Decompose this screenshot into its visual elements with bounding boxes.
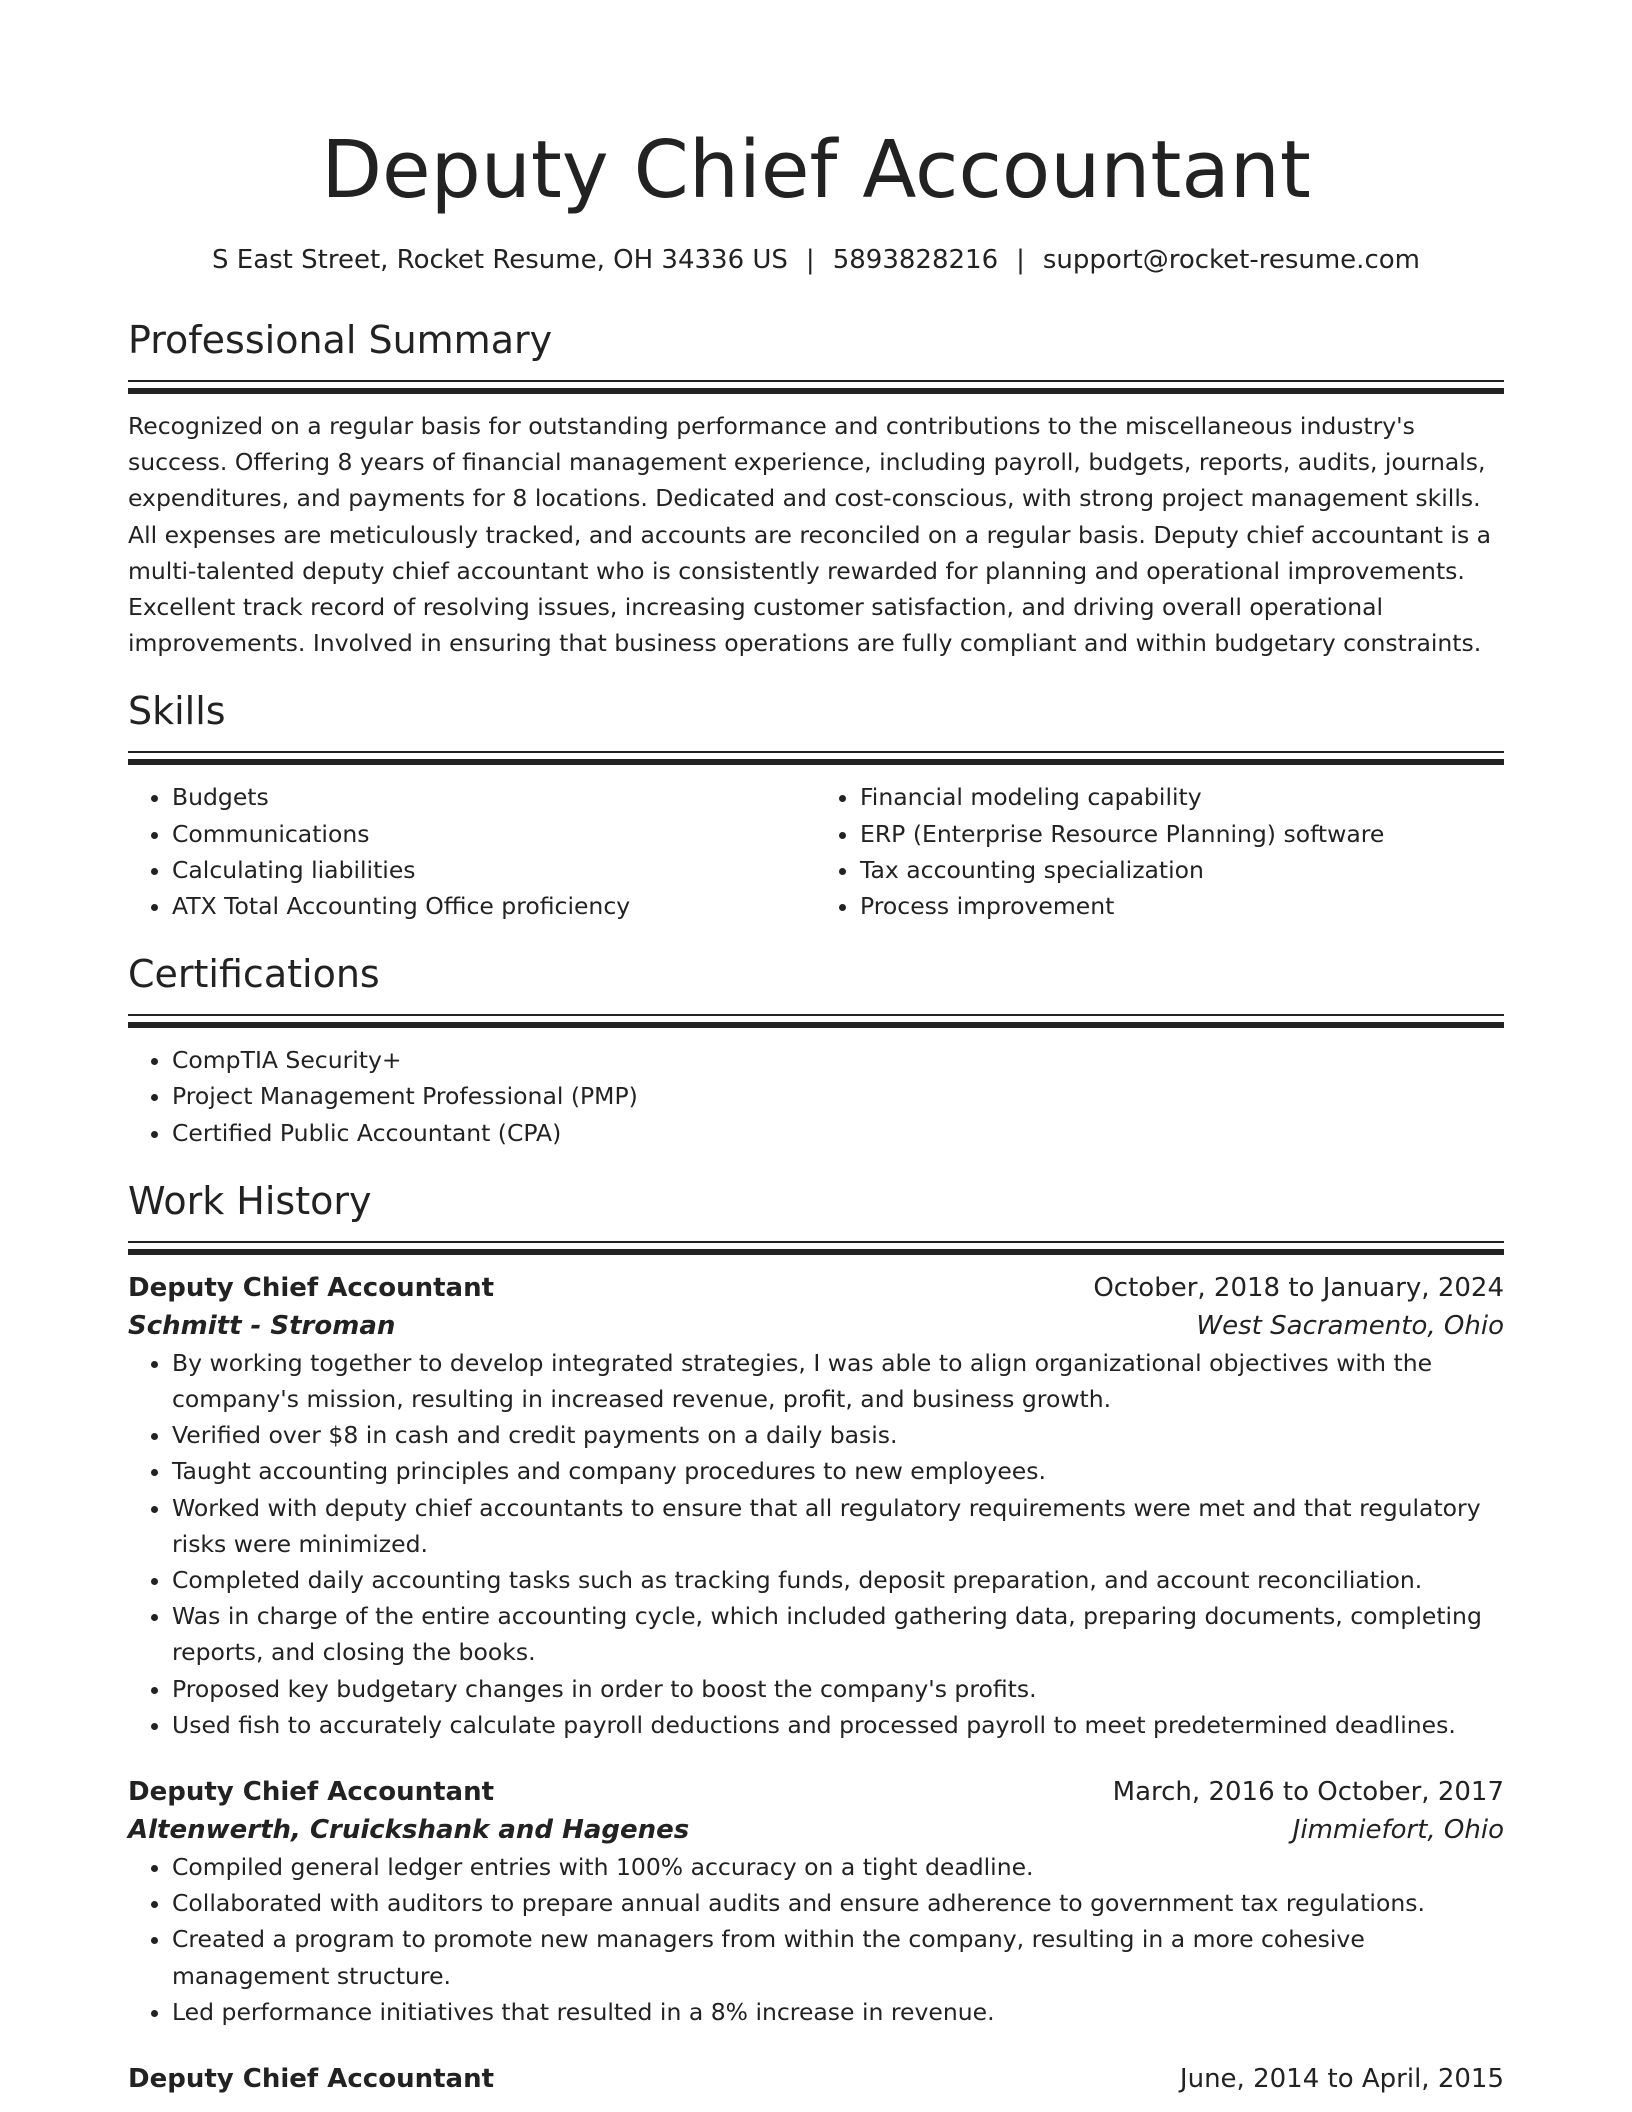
skills-left-column [128, 779, 816, 924]
job-bullet: • Was in charge of the entire accounting cycle, which included gathering data, preparing documents, completing reports, and closing the books. [172, 1598, 1504, 1670]
summary-section [128, 316, 1504, 661]
skill-item: • Tax accounting specialization [860, 852, 1504, 888]
work-history-section [128, 1177, 1504, 2098]
job-bullet: • Created a program to promote new managers from within the company, resulting in a more cohesive management structure. [172, 1921, 1504, 1993]
certifications-section [128, 950, 1504, 1151]
job-entry [128, 2060, 1504, 2098]
job-bullet: • Worked with deputy chief accountants to ensure that all regulatory requirements were met and that regulatory risks were minimized. [172, 1490, 1504, 1562]
job-bullet: • Taught accounting principles and company procedures to new employees. [172, 1453, 1504, 1489]
resume-title: Deputy Chief Accountant [321, 124, 1311, 216]
certifications-heading: Certifications [128, 952, 380, 997]
job-header-row [128, 1269, 1504, 1307]
job-bullet: • Collaborated with auditors to prepare annual audits and ensure adherence to government tax regulations. [172, 1885, 1504, 1921]
job-dates: October, 2018 to January, 2024 [1093, 1272, 1504, 1303]
skill-item: • ATX Total Accounting Office proficiency [172, 888, 816, 924]
section-divider [128, 380, 1504, 394]
summary-heading: Professional Summary [128, 318, 553, 362]
resume-page [128, 0, 1504, 2098]
job-bullet: • Completed daily accounting tasks such as tracking funds, deposit preparation, and account reconciliation. [172, 1562, 1504, 1598]
work-history-heading: Work History [128, 1178, 372, 1223]
job-bullet-list [128, 1345, 1504, 1743]
skill-item: • ERP (Enterprise Resource Planning) software [860, 816, 1504, 852]
certification-item: • Project Management Professional (PMP) [172, 1078, 1504, 1114]
contact-line [128, 242, 1504, 278]
job-header-row [128, 2060, 1504, 2098]
job-bullet: • Compiled general ledger entries with 100% accuracy on a tight deadline. [172, 1849, 1504, 1885]
job-subheader-row [128, 1307, 1504, 1345]
job-company: Schmitt - Stroman [128, 1310, 396, 1341]
job-company: Altenwerth, Cruickshank and Hagenes [128, 1815, 690, 1846]
skills-right-column [816, 779, 1504, 924]
skill-item: • Calculating liabilities [172, 852, 816, 888]
skill-item: • Communications [172, 816, 816, 852]
job-title: Deputy Chief Accountant [128, 1777, 495, 1808]
job-header-row [128, 1773, 1504, 1811]
job-bullet: • Proposed key budgetary changes in order to boost the company's profits. [172, 1671, 1504, 1707]
skill-item: • Process improvement [860, 888, 1504, 924]
job-bullet: • By working together to develop integrated strategies, I was able to align organizational objectives with the company's mission, resulting in increased revenue, profit, and business growth. [172, 1345, 1504, 1417]
job-subheader-row [128, 1811, 1504, 1849]
section-divider [128, 1014, 1504, 1028]
job-bullet: • Used fish to accurately calculate payroll deductions and processed payroll to meet predetermined deadlines. [172, 1707, 1504, 1743]
skill-item: • Budgets [172, 779, 816, 815]
certifications-list [128, 1042, 1504, 1151]
job-dates: March, 2016 to October, 2017 [1112, 1777, 1504, 1808]
section-divider [128, 751, 1504, 765]
job-location: West Sacramento, Ohio [1196, 1310, 1504, 1341]
job-bullet: • Verified over $8 in cash and credit payments on a daily basis. [172, 1417, 1504, 1453]
section-divider [128, 1241, 1504, 1255]
contact-separator: | [1016, 245, 1025, 275]
job-title: Deputy Chief Accountant [128, 1272, 495, 1303]
contact-address: S East Street, Rocket Resume, OH 34336 US [212, 245, 788, 275]
skills-heading: Skills [128, 689, 226, 734]
job-title: Deputy Chief Accountant [128, 2064, 495, 2095]
skill-item: • Financial modeling capability [860, 779, 1504, 815]
job-entry [128, 1269, 1504, 1743]
job-bullet-list [128, 1849, 1504, 2030]
job-dates: June, 2014 to April, 2015 [1179, 2064, 1504, 2095]
contact-separator: | [805, 245, 815, 275]
certification-item: • Certified Public Accountant (CPA) [172, 1115, 1504, 1151]
certification-item: • CompTIA Security+ [172, 1042, 1504, 1078]
contact-email[interactable]: support@rocket-resume.com [1042, 245, 1420, 275]
job-entry [128, 1773, 1504, 2030]
summary-text: Recognized on a regular basis for outstanding performance and contributions to the miscellaneous industry's success. Offering 8 years of financial management experience, including payroll, budgets, reports, audits, journals, expenditures, and payments for 8 locations. Dedicated and cost-conscious, with strong project management skills. All expenses are meticulously tracked, and accounts are reconciled on a regular basis. Deputy chief accountant is a multi-talented deputy chief accountant who is consistently rewarded for planning and operational improvements. Excellent track record of resolving issues, increasing customer satisfaction, and driving overall operational improvements. Involved in ensuring that business operations are fully compliant and within budgetary constraints. [128, 412, 1492, 658]
job-bullet: • Led performance initiatives that resulted in a 8% increase in revenue. [172, 1994, 1504, 2030]
skills-section [128, 687, 1504, 924]
contact-phone: 5893828216 [832, 245, 999, 275]
job-location: Jimmiefort, Ohio [1292, 1815, 1504, 1846]
skills-grid [128, 779, 1504, 924]
